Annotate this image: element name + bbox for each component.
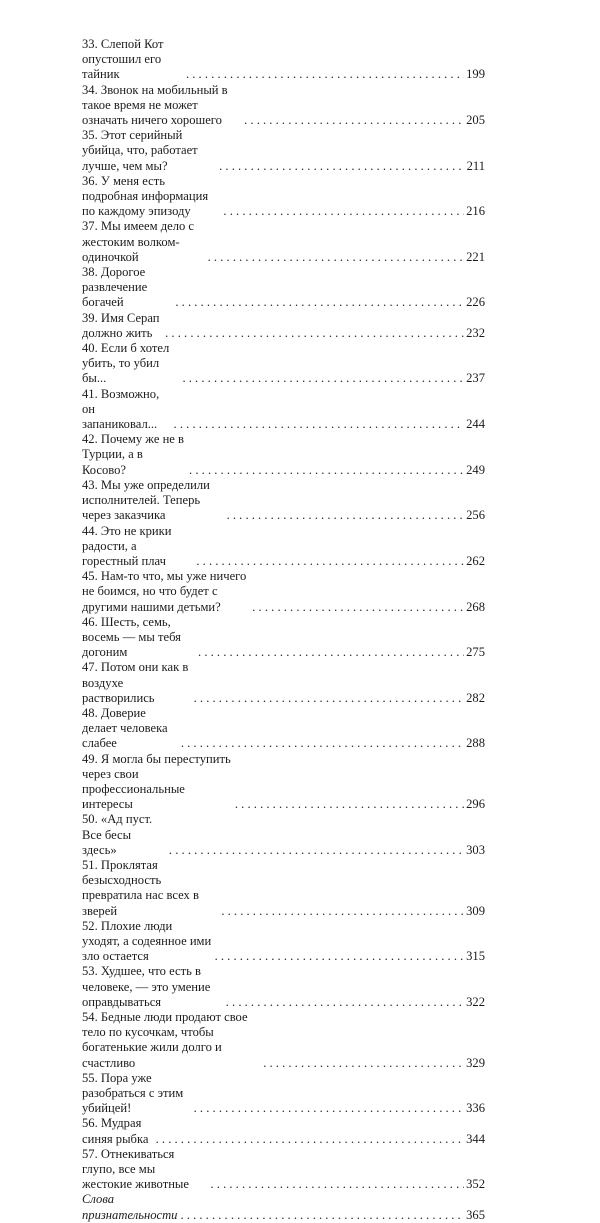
toc-entry-page: 282 — [466, 690, 485, 705]
toc-entry-title: 37. Мы имеем дело с жестоким волком-одиночкой — [82, 219, 195, 264]
toc-entry-title: 53. Худшее, что есть в человеке, — это умение оправдываться — [82, 964, 211, 1009]
toc-entry-title: 48. Доверие делает человека слабее — [82, 705, 168, 751]
leader-dots — [194, 1101, 464, 1116]
toc-entry-title: 39. Имя Серап должно жить — [82, 310, 160, 340]
toc-entry-title: 52. Плохие люди уходят, а содеянное ими зло остается — [82, 918, 212, 964]
toc-entry-title: 45. Нам-то что, мы уже ничего не боимся, но что будет с другими нашими детьми? — [82, 569, 247, 614]
toc-entry[interactable] — [82, 524, 485, 570]
leader-dots — [223, 204, 464, 219]
leader-dots — [180, 1208, 464, 1223]
toc-entry[interactable] — [82, 615, 485, 661]
leader-dots — [210, 1177, 464, 1192]
toc-entry[interactable] — [82, 964, 485, 1010]
toc-entry-page: 237 — [466, 371, 485, 386]
toc-entry-page: 249 — [466, 462, 485, 477]
toc-entry[interactable] — [82, 387, 485, 433]
toc-entry-title: 51. Проклятая безысходность превратила нас всех в зверей — [82, 857, 199, 918]
toc-entry-title: 56. Мудрая синяя рыбка — [82, 1116, 149, 1146]
toc-entry[interactable] — [82, 37, 485, 83]
toc-entry-page: 232 — [466, 325, 485, 340]
toc-entry[interactable] — [82, 706, 485, 752]
leader-dots — [198, 645, 464, 660]
toc-entry-page: 352 — [466, 1177, 485, 1192]
leader-dots — [263, 1056, 464, 1071]
toc-entry-title: 35. Этот серийный убийца, что, работает лучше, чем мы? — [82, 128, 198, 173]
leader-dots — [196, 554, 464, 569]
toc-entry-title: 41. Возможно, он запаниковал... — [82, 386, 160, 432]
leader-dots — [235, 797, 464, 812]
leader-dots — [226, 995, 464, 1010]
toc-entry[interactable] — [82, 569, 485, 615]
toc-entry-title: 47. Потом они как в воздухе растворились — [82, 660, 189, 705]
toc-entry-title: 44. Это не крики радости, а горестный плач — [82, 523, 172, 568]
toc-entry[interactable] — [82, 660, 485, 706]
toc-entry-page: 288 — [466, 736, 485, 751]
toc-entry-page: 221 — [466, 249, 485, 264]
toc-entry-title: 46. Шесть, семь, восемь — мы тебя догоним — [82, 614, 181, 660]
toc-entry[interactable] — [82, 174, 485, 220]
toc-entry-title: 55. Пора уже разобраться с этим убийцей! — [82, 1070, 184, 1116]
toc-entry[interactable] — [82, 83, 485, 129]
toc-entry[interactable] — [82, 128, 485, 174]
toc-entry[interactable] — [82, 219, 485, 265]
toc-entry-page: 226 — [466, 295, 485, 310]
table-of-contents — [82, 37, 485, 1223]
toc-entry[interactable] — [82, 812, 485, 858]
toc-entry-title: 43. Мы уже определили исполнителей. Теперь через заказчика — [82, 477, 210, 523]
leader-dots — [169, 843, 464, 858]
leader-dots — [174, 417, 465, 432]
leader-dots — [215, 949, 465, 964]
toc-entry[interactable] — [82, 341, 485, 387]
toc-entry-page: 309 — [466, 903, 485, 918]
toc-entry[interactable] — [82, 919, 485, 965]
toc-entry-title: Слова признательности — [82, 1192, 178, 1222]
toc-entry-page: 296 — [466, 797, 485, 812]
toc-entry[interactable] — [82, 858, 485, 919]
toc-entry[interactable] — [82, 265, 485, 311]
toc-entry-page: 256 — [466, 508, 485, 523]
toc-entry-page: 262 — [466, 553, 485, 568]
toc-entry-page: 344 — [466, 1131, 485, 1146]
leader-dots — [165, 326, 464, 341]
toc-entry-page: 199 — [466, 67, 485, 82]
toc-entry-page: 303 — [466, 842, 485, 857]
toc-entry[interactable] — [82, 1116, 485, 1146]
toc-entry[interactable] — [82, 1147, 485, 1193]
toc-entry-title: 54. Бедные люди продают свое тело по кусочкам, чтобы богатенькие жили долго и счастливо — [82, 1010, 248, 1070]
toc-entry[interactable] — [82, 311, 485, 341]
toc-entry[interactable] — [82, 1010, 485, 1071]
toc-entry-title: 42. Почему же не в Турции, а в Косово? — [82, 432, 184, 477]
toc-entry-title: 36. У меня есть подробная информация по каждому эпизоду — [82, 173, 209, 219]
toc-entry-page: 322 — [466, 994, 485, 1009]
leader-dots — [156, 1132, 465, 1147]
leader-dots — [175, 295, 464, 310]
leader-dots — [219, 159, 464, 174]
toc-entry-page: 275 — [466, 645, 485, 660]
toc-entry-acknowledgements[interactable] — [82, 1192, 485, 1222]
leader-dots — [244, 113, 464, 128]
toc-entry-title: 57. Отнекиваться глупо, все мы жестокие животные — [82, 1146, 189, 1192]
leader-dots — [221, 904, 464, 919]
leader-dots — [194, 691, 465, 706]
toc-entry-page: 329 — [466, 1055, 485, 1070]
toc-entry[interactable] — [82, 1071, 485, 1117]
toc-entry[interactable] — [82, 752, 485, 813]
leader-dots — [186, 67, 464, 82]
leader-dots — [182, 371, 464, 386]
leader-dots — [181, 736, 464, 751]
toc-entry-page: 315 — [466, 949, 485, 964]
toc-entry-title: 40. Если б хотел убить, то убил бы... — [82, 341, 170, 386]
toc-entry-page: 268 — [466, 599, 485, 614]
toc-entry-page: 205 — [466, 113, 485, 128]
toc-entry-title: 49. Я могла бы переступить через свои профессиональные интересы — [82, 751, 231, 812]
toc-entry-title: 33. Слепой Кот опустошил его тайник — [82, 37, 164, 82]
toc-entry[interactable] — [82, 478, 485, 524]
toc-entry[interactable] — [82, 432, 485, 478]
leader-dots — [208, 250, 464, 265]
toc-entry-title: 38. Дорогое развлечение богачей — [82, 265, 148, 310]
toc-entry-page: 365 — [466, 1207, 485, 1222]
toc-entry-page: 336 — [466, 1101, 485, 1116]
leader-dots — [227, 508, 465, 523]
leader-dots — [189, 463, 464, 478]
toc-entry-page: 244 — [466, 417, 485, 432]
toc-entry-title: 34. Звонок на мобильный в такое время не может означать ничего хорошего — [82, 82, 228, 128]
toc-entry-page: 211 — [466, 158, 485, 173]
toc-entry-page: 216 — [466, 204, 485, 219]
leader-dots — [252, 600, 464, 615]
toc-entry-title: 50. «Ад пуст. Все бесы здесь» — [82, 812, 153, 857]
